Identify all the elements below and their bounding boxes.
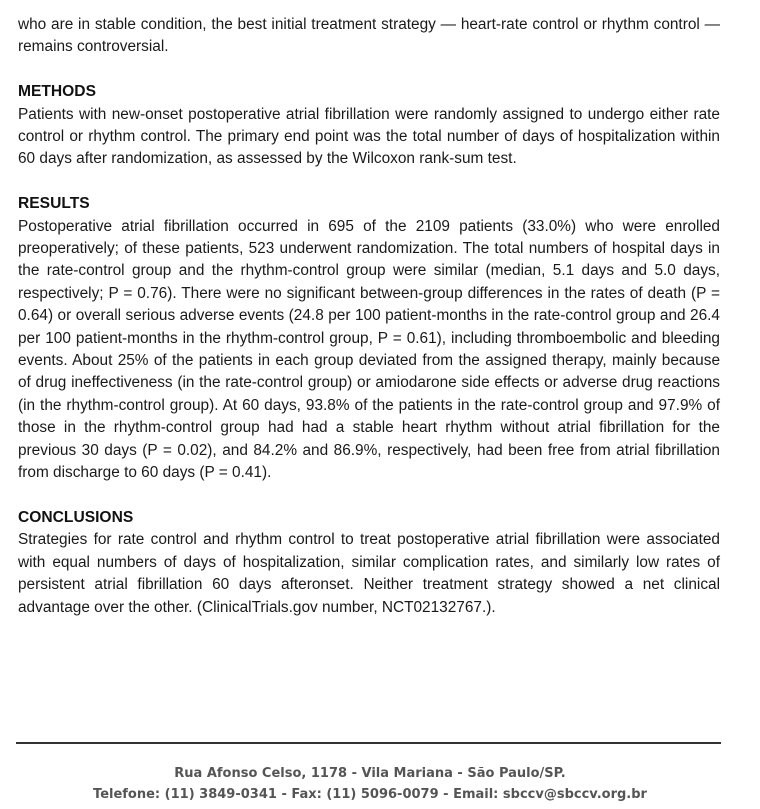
section-gap	[18, 485, 720, 507]
methods-heading: METHODS	[18, 83, 96, 101]
results-paragraph: Postoperative atrial fibrillation occurred in 695 of the 2109 patients (33.0%) who were enrolled preoperatively; of these patients, 523 underwent randomization. The total numbers of hospital days in the rate-control group and the rhythm-control group were similar (median, 5.1 days and 5.0 days, respectively; P = 0.76). There were no significant between-group differences in the rates of death (P = 0.64) or overall serious adverse events (24.8 per 100 patient-months in the rate-control group and 26.4 per 100 patient-months in the rhythm-control group, P = 0.61), including thromboembolic and bleeding events. About 25% of the patients in each group deviated from the assigned therapy, mainly because of drug ineffectiveness (in the rate-control group) or amiodarone side effects or adverse drug reactions (in the rhythm-control group). At 60 days, 93.8% of the patients in the rate-control group and 97.9% of those in the rhythm-control group had had a stable heart rhythm without atrial fibrillation for the previous 30 days (P = 0.02), and 84.2% and 86.9%, respectively, had been free from atrial fibrillation from discharge to 60 days (P = 0.41).	[18, 217, 720, 482]
intro-paragraph: who are in stable condition, the best initial treatment strategy — heart-rate control or rhythm control — remains controversial.	[18, 16, 720, 56]
conclusions-paragraph: Strategies for rate control and rhythm control to treat postoperative atrial fibrillation were associated with equal numbers of days of hospitalization, similar complication rates, and similarly low rates of persistent atrial fibrillation 60 days afteronset. Neither treatment strategy showed a net clinical advantage over the other. (ClinicalTrials.gov number, NCT02132767.).	[18, 531, 720, 616]
section-gap	[18, 171, 720, 193]
results-heading: RESULTS	[18, 195, 90, 213]
footer-contact: Telefone: (11) 3849-0341 - Fax: (11) 5096-0079 - Email: sbccv@sbccv.org.br	[93, 787, 647, 802]
section-gap	[18, 59, 720, 81]
conclusions-heading: CONCLUSIONS	[18, 508, 134, 526]
footer-address: Rua Afonso Celso, 1178 - Vila Mariana - São Paulo/SP.	[174, 766, 566, 781]
abstract-body	[18, 14, 720, 619]
methods-paragraph: Patients with new-onset postoperative atrial fibrillation were randomly assigned to undergo either rate control or rhythm control. The primary end point was the total number of days of hospitalization within 60 days after randomization, as assessed by the Wilcoxon rank-sum test.	[18, 105, 720, 168]
footer-divider	[16, 742, 721, 744]
